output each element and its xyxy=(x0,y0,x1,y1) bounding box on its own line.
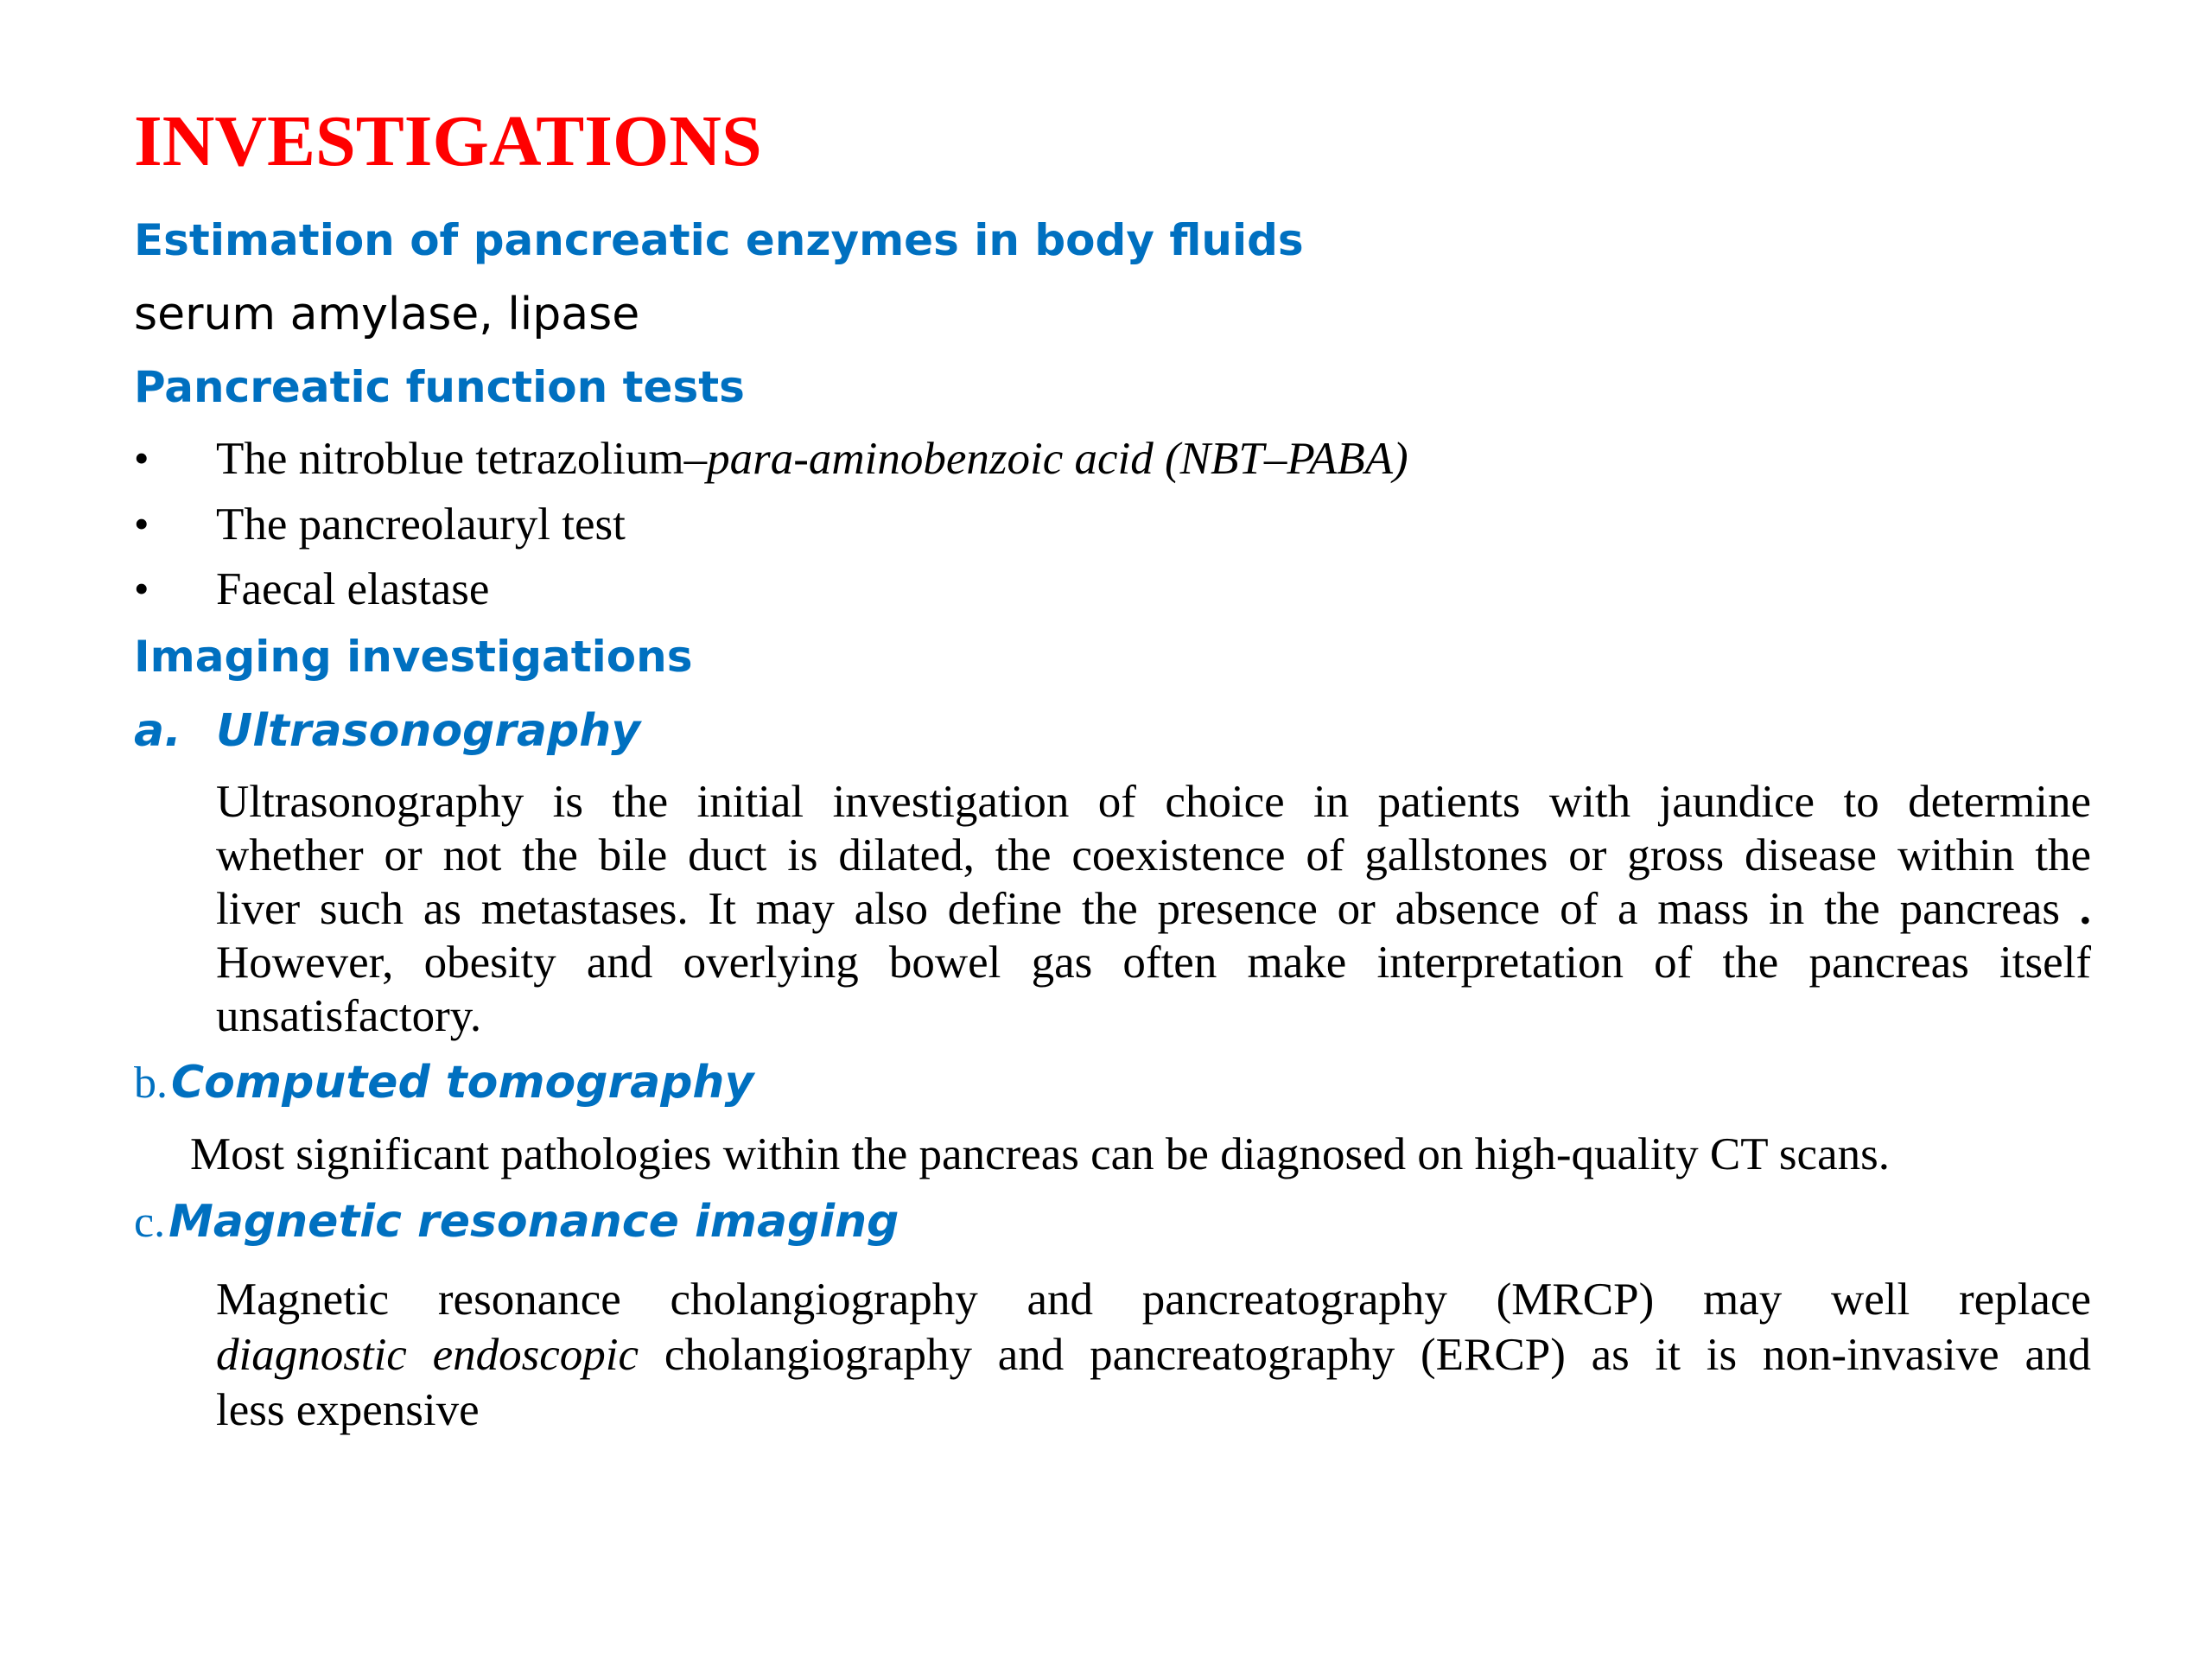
function-tests-heading: Pancreatic function tests xyxy=(134,362,745,412)
mri-line-mixed xyxy=(216,1327,2091,1382)
mri-paragraph xyxy=(216,1272,2091,1438)
ultrasonography-line-text: liver such as metastases. It may also define the presence or absence of a mass in the pancreas xyxy=(216,884,2060,934)
bullet-symbol: • xyxy=(134,564,149,613)
ultrasonography-line-with-period xyxy=(216,882,2091,936)
mri-heading: Magnetic resonance imaging xyxy=(168,1196,899,1248)
bullet-item-faecal-elastase: Faecal elastase xyxy=(216,564,490,614)
mri-heading-row xyxy=(134,1195,899,1249)
mri-line: Magnetic resonance cholangiography and pancreatography (MRCP) may well replace xyxy=(216,1274,2091,1325)
mri-marker: c. xyxy=(134,1198,166,1247)
ct-marker: b. xyxy=(134,1058,168,1108)
bullet-item-plain: The nitroblue tetrazolium– xyxy=(216,434,708,484)
bullet-item-pancreolauryl: The pancreolauryl test xyxy=(216,499,626,550)
ultrasonography-line: Ultrasonography is the initial investigation of choice in patients with jaundice to determine xyxy=(216,777,2091,827)
ultrasonography-line: whether or not the bile duct is dilated, the coexistence of gallstones or gross disease within the xyxy=(216,830,2091,880)
bullet-symbol: • xyxy=(134,434,149,482)
mri-line: less expensive xyxy=(216,1385,480,1435)
bullet-symbol: • xyxy=(134,499,149,548)
ct-text: Most significant pathologies within the pancreas can be diagnosed on high-quality CT scans. xyxy=(190,1129,1890,1179)
ct-heading: Computed tomography xyxy=(171,1057,754,1109)
bullet-item-italic: para-aminobenzoic acid (NBT–PABA) xyxy=(707,434,1408,484)
ultrasonography-paragraph xyxy=(216,775,2091,1043)
slide-title: INVESTIGATIONS xyxy=(134,101,762,181)
enzymes-heading: Estimation of pancreatic enzymes in body fluids xyxy=(134,215,1304,265)
bold-period: . xyxy=(2079,884,2092,934)
ultrasonography-marker: a. xyxy=(134,705,181,757)
mri-italic-text: diagnostic endoscopic xyxy=(216,1330,639,1380)
ultrasonography-heading: Ultrasonography xyxy=(216,705,641,757)
enzymes-text: serum amylase, lipase xyxy=(134,289,640,340)
bullet-item-nbt-paba xyxy=(216,432,1408,487)
ultrasonography-line: unsatisfactory. xyxy=(216,991,482,1041)
mri-plain-text: cholangiography and pancreatography (ERCP) as it is non-invasive and xyxy=(639,1330,2091,1380)
ct-heading-row xyxy=(134,1056,753,1109)
imaging-heading: Imaging investigations xyxy=(134,632,693,682)
ultrasonography-line: However, obesity and overlying bowel gas often make interpretation of the pancreas itself xyxy=(216,938,2091,988)
